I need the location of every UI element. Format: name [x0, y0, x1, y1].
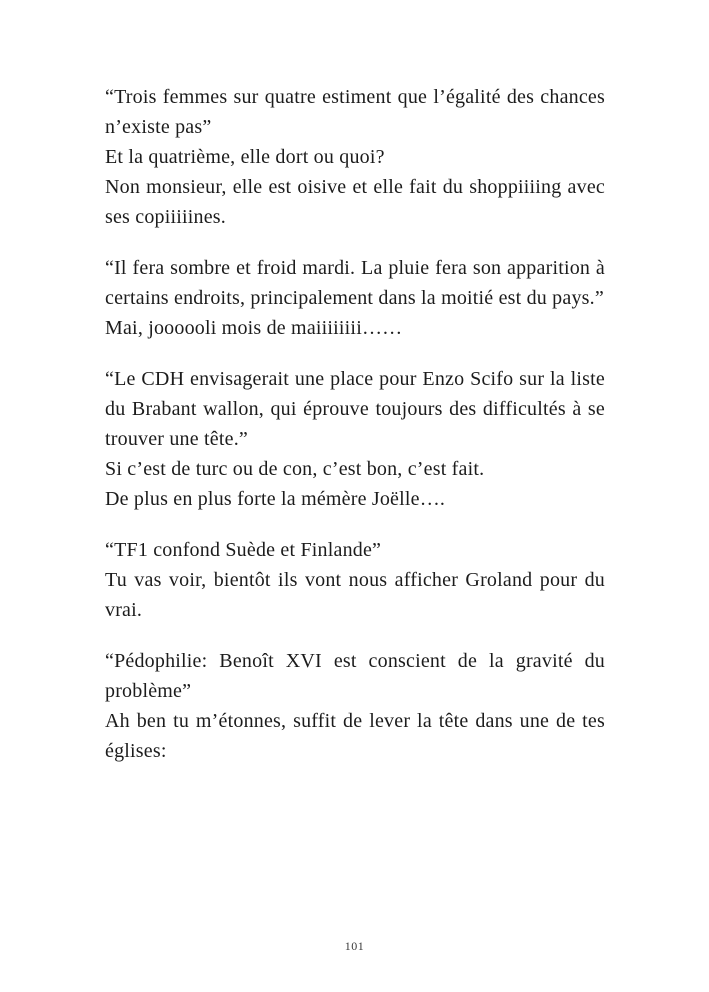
page-number: 101	[344, 939, 365, 953]
text-block	[105, 535, 605, 625]
text-block	[105, 646, 605, 766]
comment-paragraph: Et la quatrième, elle dort ou quoi?	[105, 146, 385, 168]
text-column	[105, 82, 605, 787]
text-block	[105, 364, 605, 514]
comment-paragraph: De plus en plus forte la mémère Joëlle….	[105, 488, 446, 510]
text-block	[105, 82, 605, 232]
text-block	[105, 253, 605, 343]
quote-paragraph: “Trois femmes sur quatre estiment que l’égalité des chances n’existe pas”	[105, 86, 605, 138]
quote-paragraph: “Le CDH envisagerait une place pour Enzo Scifo sur la liste du Brabant wallon, qui éprouve toujours des difficultés à se trouver une tête.”	[105, 368, 605, 450]
quote-paragraph: “TF1 confond Suède et Finlande”	[105, 539, 382, 561]
comment-paragraph: Mai, joooooli mois de maiiiiiiii……	[105, 317, 403, 339]
comment-paragraph: Non monsieur, elle est oisive et elle fait du shoppiiiing avec ses copiiiiines.	[105, 176, 605, 228]
quote-paragraph: “Il fera sombre et froid mardi. La pluie fera son apparition à certains endroits, principalement dans la moitié est du pays.”	[105, 257, 605, 309]
comment-paragraph: Tu vas voir, bientôt ils vont nous afficher Groland pour du vrai.	[105, 569, 605, 621]
comment-paragraph: Ah ben tu m’étonnes, suffit de lever la tête dans une de tes églises:	[105, 710, 605, 762]
comment-paragraph: Si c’est de turc ou de con, c’est bon, c’est fait.	[105, 458, 485, 480]
quote-paragraph: “Pédophilie: Benoît XVI est conscient de la gravité du problème”	[105, 650, 605, 702]
